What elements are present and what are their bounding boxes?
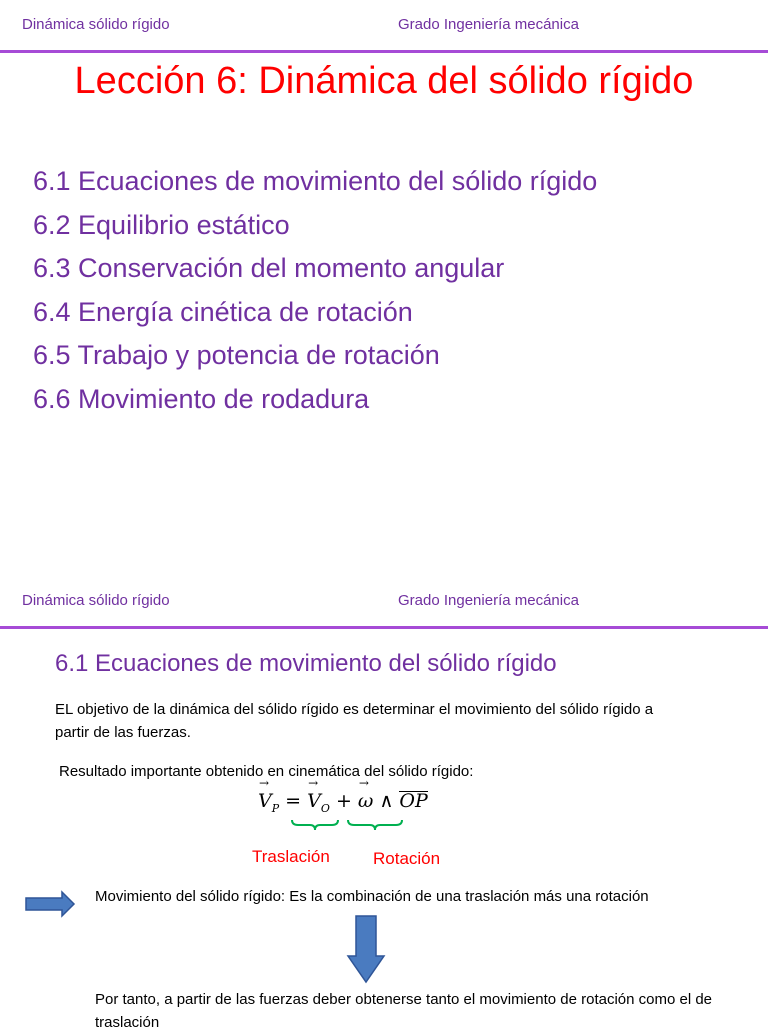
toc-item: 6.4 Energía cinética de rotación: [33, 296, 413, 327]
omega-vector-symbol: → ω: [358, 790, 374, 812]
op-vector-symbol: OP: [399, 790, 428, 812]
conclusion-paragraph: Por tanto, a partir de las fuerzas deber obtenerse tanto el movimiento de rotación como el de traslación: [95, 991, 713, 1031]
rotation-label: Rotación: [373, 849, 441, 868]
rotation-brace: [346, 818, 404, 832]
velocity-formula: [258, 790, 428, 815]
statement-text: Movimiento del sólido rígido: Es la combinación de una traslación más una rotación: [95, 888, 649, 905]
subscript-o: O: [320, 801, 330, 815]
down-arrow-icon: [346, 914, 386, 984]
table-of-contents: [33, 160, 597, 421]
translation-brace: [290, 818, 340, 832]
subscript-p: P: [271, 801, 280, 815]
toc-item: 6.1 Ecuaciones de movimiento del sólido rígido: [33, 166, 598, 196]
translation-label: Traslación: [252, 847, 330, 866]
right-arrow-icon: [24, 890, 76, 918]
lesson-title: Lección 6: Dinámica del sólido rígido: [74, 60, 694, 102]
header-degree: Grado Ingeniería mecánica: [398, 592, 579, 609]
velocity-vector-symbol: → V: [258, 790, 272, 812]
toc-item: 6.3 Conservación del momento angular: [33, 253, 505, 283]
intro-paragraph: EL objetivo de la dinámica del sólido rígido es determinar el movimiento del sólido rígido a partir de las fuerzas.: [55, 701, 654, 741]
toc-item: 6.6 Movimiento de rodadura: [33, 383, 370, 414]
toc-item: 6.5 Trabajo y potencia de rotación: [33, 340, 440, 370]
velocity-vector-symbol: → V: [307, 790, 321, 812]
slide-2: [0, 580, 768, 1031]
section-title: 6.1 Ecuaciones de movimiento del sólido rígido: [55, 650, 557, 677]
toc-item: 6.2 Equilibrio estático: [33, 209, 290, 240]
equals-sign: =: [279, 790, 308, 812]
header-degree: Grado Ingeniería mecánica: [398, 16, 579, 33]
plus-sign: +: [329, 790, 358, 812]
header-course: Dinámica sólido rígido: [22, 592, 170, 609]
cross-product-sign: ∧: [373, 790, 400, 812]
header-course: Dinámica sólido rígido: [22, 16, 170, 33]
header-rule: [0, 626, 768, 629]
result-text: Resultado importante obtenido en cinemática del sólido rígido:: [59, 763, 474, 780]
